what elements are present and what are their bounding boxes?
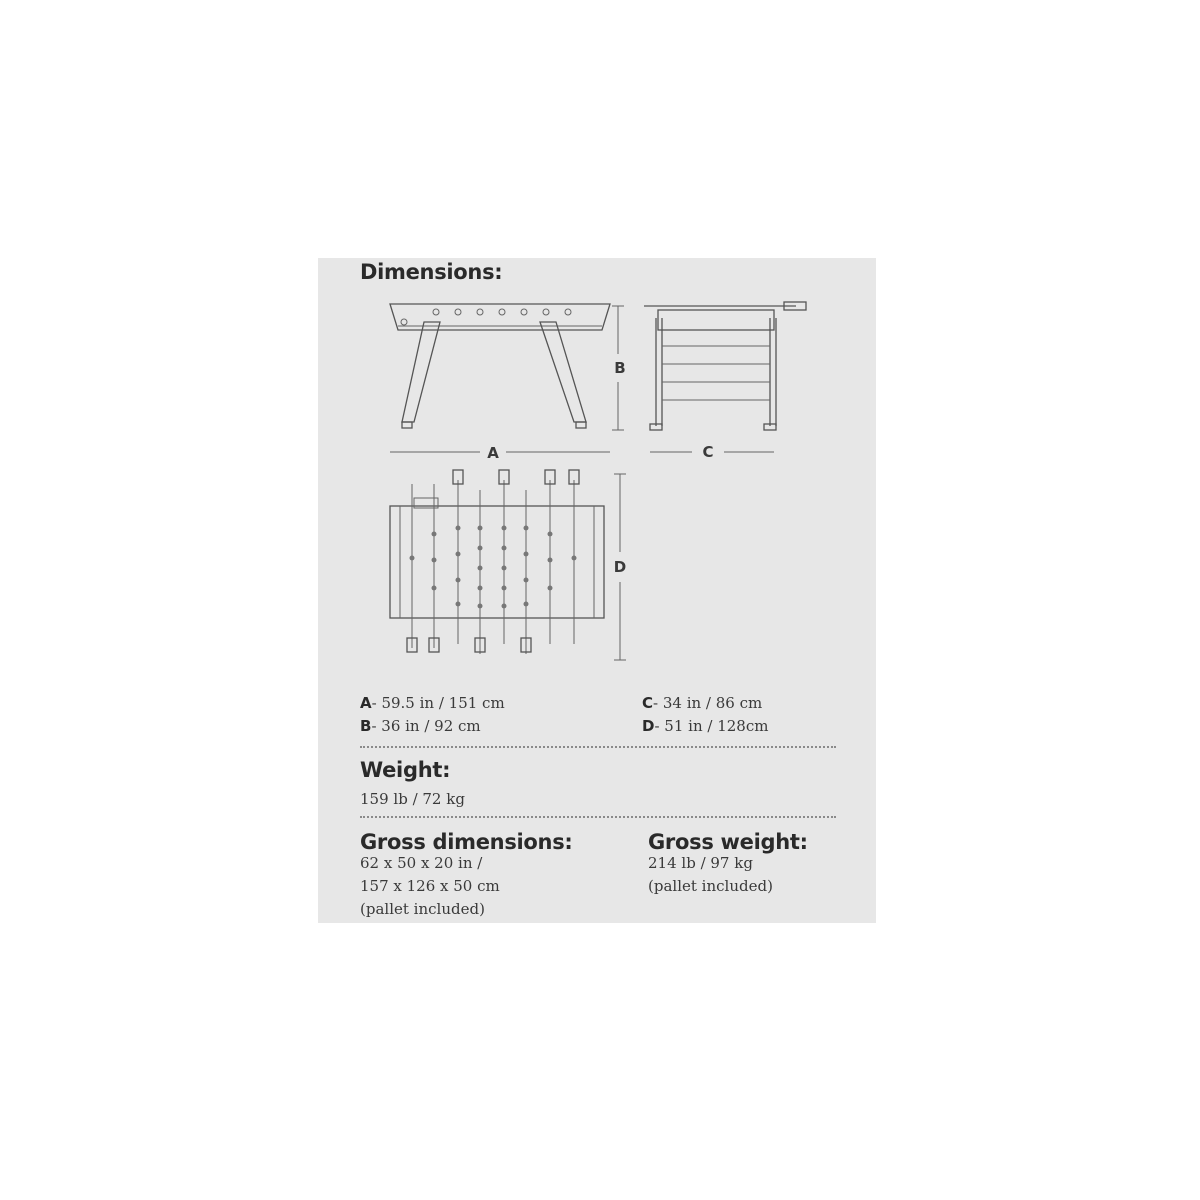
label-a: A — [487, 444, 499, 462]
dim-b-value: - 36 in / 92 cm — [371, 717, 481, 735]
dimensions-title: Dimensions: — [360, 260, 503, 284]
gross-weight-line2: (pallet included) — [648, 877, 773, 895]
gross-weight-title: Gross weight: — [648, 830, 808, 854]
spec-panel — [318, 258, 876, 923]
dimension-lines — [390, 306, 774, 660]
gross-dimensions-title: Gross dimensions: — [360, 830, 573, 854]
dim-d-key: D — [642, 717, 655, 735]
table-diagrams — [318, 258, 876, 678]
gross-dimensions-line1: 62 x 50 x 20 in / — [360, 854, 483, 872]
label-d: D — [613, 558, 627, 576]
label-c: C — [702, 443, 714, 461]
dim-a-key: A — [360, 694, 372, 712]
dim-d-row — [642, 715, 768, 738]
dim-b-row — [360, 715, 481, 738]
end-view-drawing — [644, 302, 806, 430]
dim-c-value: - 34 in / 86 cm — [653, 694, 763, 712]
divider-2 — [360, 816, 836, 818]
dim-b-key: B — [360, 717, 372, 735]
gross-dimensions-line2: 157 x 126 x 50 cm — [360, 877, 500, 895]
top-view-drawing — [390, 470, 604, 654]
divider-1 — [360, 746, 836, 748]
gross-weight-line1: 214 lb / 97 kg — [648, 854, 753, 872]
dim-c-key: C — [642, 694, 654, 712]
gross-dimensions-line3: (pallet included) — [360, 900, 485, 918]
dim-d-value: - 51 in / 128cm — [654, 717, 769, 735]
dim-c-row — [642, 692, 762, 715]
dim-a-value: - 59.5 in / 151 cm — [371, 694, 505, 712]
weight-title: Weight: — [360, 758, 451, 782]
label-b: B — [614, 359, 626, 377]
side-view-drawing — [390, 304, 610, 428]
weight-value: 159 lb / 72 kg — [360, 790, 465, 808]
dim-a-row — [360, 692, 505, 715]
